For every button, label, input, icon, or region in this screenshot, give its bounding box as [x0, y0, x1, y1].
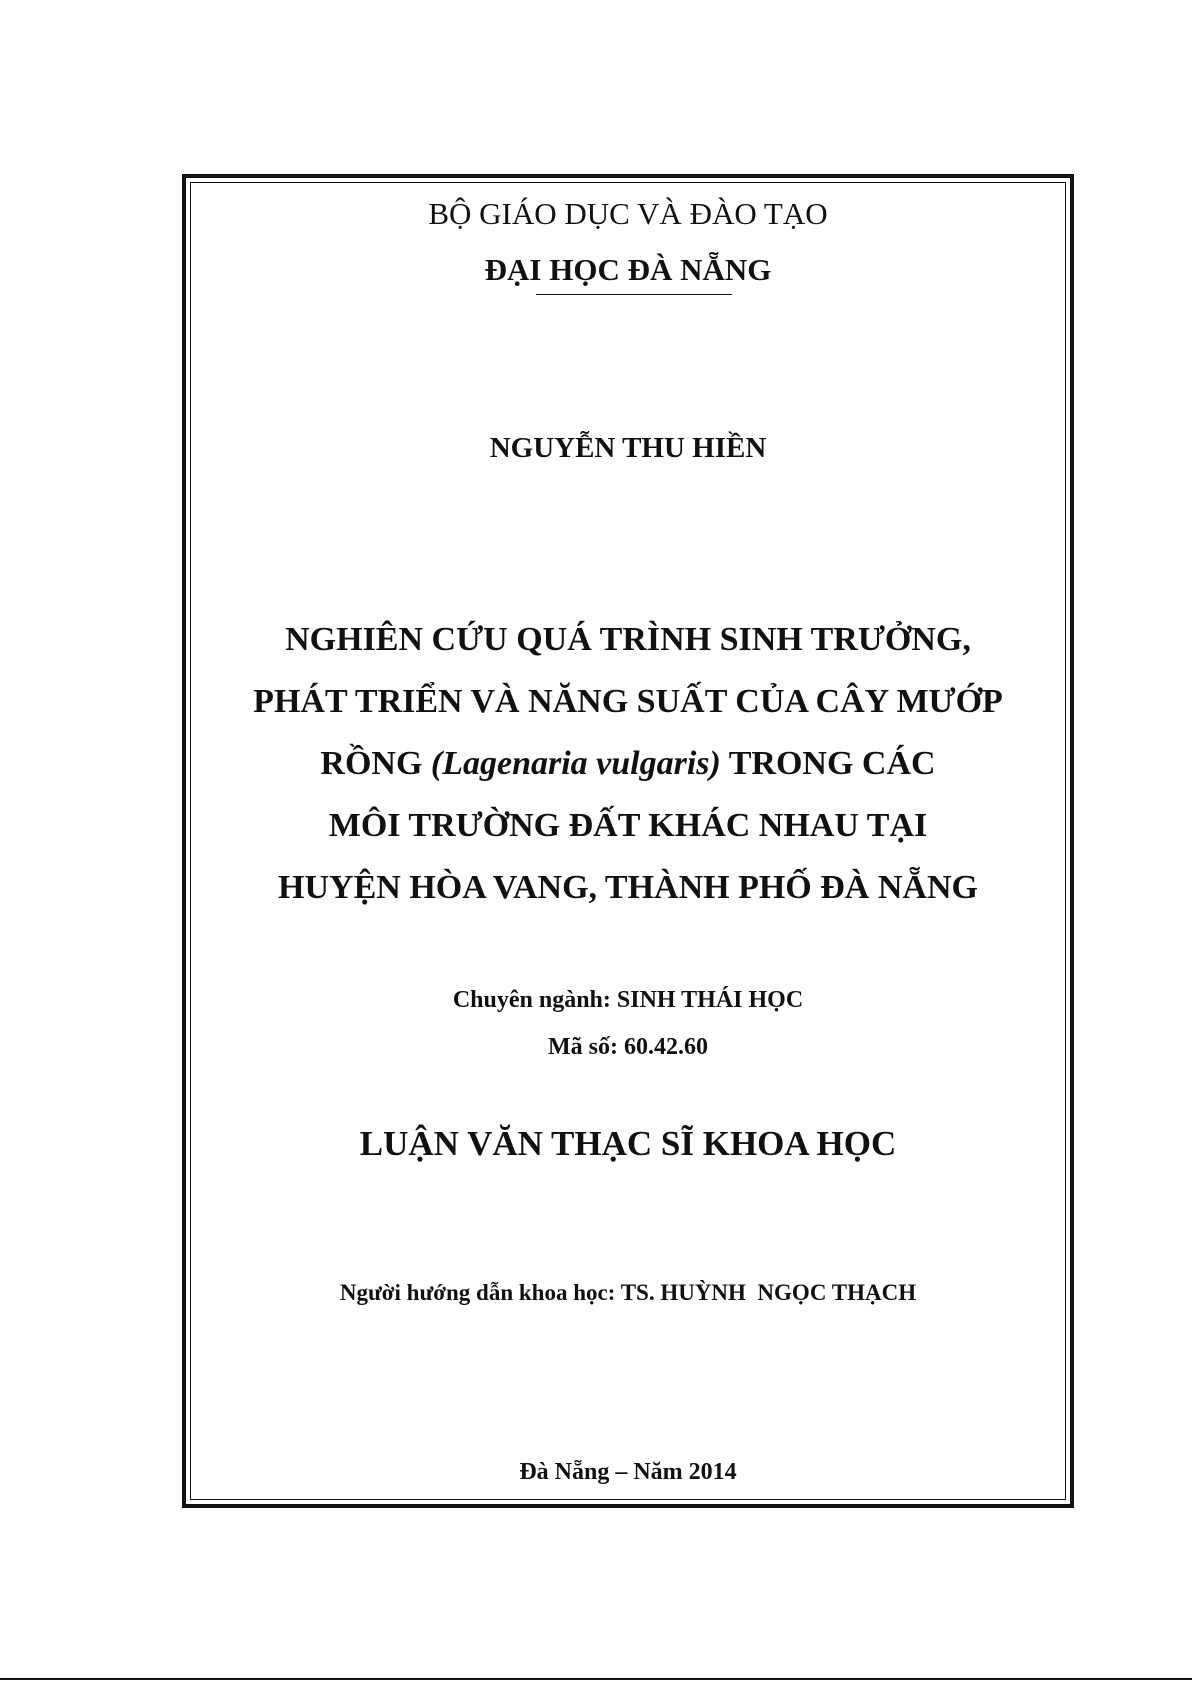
thesis-title-line-3-start: RỒNG — [320, 745, 431, 782]
species-name: (Lagenaria vulgaris) — [430, 745, 721, 782]
thesis-title-line-4: MÔI TRƯỜNG ĐẤT KHÁC NHAU TẠI — [328, 807, 928, 844]
place-and-year: Đà Nẵng – Năm 2014 — [519, 1459, 737, 1485]
university-underline — [536, 294, 732, 295]
major-label: Chuyên ngành: SINH THÁI HỌC — [452, 987, 804, 1013]
page-bottom-rule — [0, 1678, 1192, 1680]
degree-title: LUẬN VĂN THẠC SĨ KHOA HỌC — [359, 1124, 897, 1163]
ministry-heading: BỘ GIÁO DỤC VÀ ĐÀO TẠO — [428, 196, 828, 231]
thesis-title-line-3-end: TRONG CÁC — [720, 745, 936, 782]
advisor-line: Người hướng dẫn khoa học: TS. HUỲNH NGỌC THẠCH — [339, 1280, 917, 1305]
thesis-title-line-1: NGHIÊN CỨU QUÁ TRÌNH SINH TRƯỞNG, — [285, 621, 971, 658]
thesis-title-line-3 — [190, 747, 1066, 781]
major-code: Mã số: 60.42.60 — [548, 1034, 708, 1060]
thesis-title-line-2: PHÁT TRIỂN VÀ NĂNG SUẤT CỦA CÂY MƯỚP — [253, 683, 1003, 720]
thesis-title-line-5: HUYỆN HÒA VANG, THÀNH PHỐ ĐÀ NẴNG — [278, 869, 978, 906]
university-heading: ĐẠI HỌC ĐÀ NẴNG — [484, 252, 772, 287]
author-name: NGUYỄN THU HIỀN — [489, 432, 767, 464]
